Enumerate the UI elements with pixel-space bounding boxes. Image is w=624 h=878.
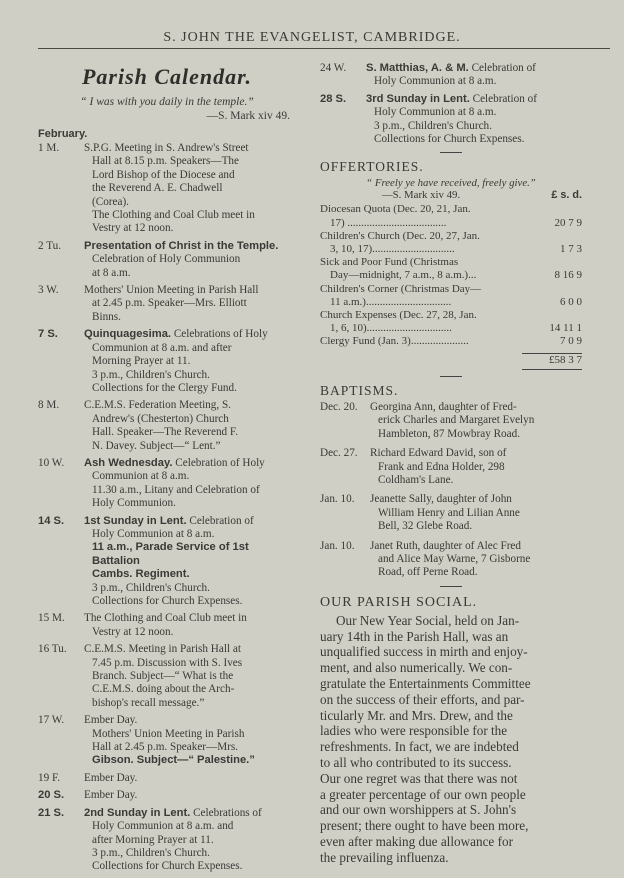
offertory-label: Diocesan Quota (Dec. 20, 21, Jan. — [320, 203, 471, 216]
entry-line: Holy Communion at 8 a.m. — [374, 106, 497, 119]
baptism-line: Janet Ruth, daughter of Alec Fred — [370, 539, 521, 552]
entry-line: Cambs. Regiment. — [92, 568, 190, 581]
entry-line: 3rd Sunday in Lent. Celebration of — [366, 92, 537, 105]
entry-day: 21 S. — [38, 806, 65, 819]
entry-day: 15 M. — [38, 612, 65, 625]
offertory-row — [320, 309, 582, 322]
entry-line: Ember Day. — [84, 771, 138, 784]
entry-line: Vestry at 12 noon. — [92, 625, 174, 638]
offertory-amount: 7 0 9 — [560, 335, 582, 348]
social-line: even after making due allowance for — [320, 833, 513, 849]
entry-text — [84, 515, 296, 609]
entry-day: 10 W. — [38, 456, 65, 469]
entry-text — [84, 772, 296, 785]
offertories-table — [320, 203, 582, 348]
calendar-entry — [38, 643, 296, 710]
entry-line: Collections for Church Expenses. — [374, 133, 525, 146]
social-line: gratulate the Entertainments Committee — [320, 675, 531, 691]
entry-line: Holy Communion. — [92, 497, 176, 510]
baptism-date: Jan. 10. — [320, 493, 355, 506]
entry-line: Branch. Subject—“ What is the — [92, 670, 234, 683]
baptism-date: Dec. 27. — [320, 447, 358, 460]
offertory-label: Children's Church (Dec. 20, 27, Jan. — [320, 229, 480, 242]
baptism-line: Hambleton, 87 Mowbray Road. — [378, 427, 520, 440]
entry-day: 17 W. — [38, 714, 65, 727]
entry-text — [366, 62, 582, 89]
section-divider — [440, 152, 462, 153]
entry-line: 7.45 p.m. Discussion with S. Ives — [92, 656, 243, 669]
calendar-entry — [320, 62, 582, 89]
feast-title: 1st Sunday in Lent. — [84, 514, 187, 527]
social-line: to all who contributed to its success. — [320, 754, 512, 770]
entry-day: 3 W. — [38, 284, 59, 297]
offertory-row — [320, 256, 582, 269]
entry-text — [366, 93, 582, 147]
calendar-entry — [38, 328, 296, 395]
total-rule-bottom — [522, 369, 582, 370]
currency-head: £ s. d. — [551, 189, 582, 202]
entry-day: 8 M. — [38, 399, 60, 412]
entry-line: Binns. — [92, 310, 121, 323]
entry-line: Lord Bishop of the Diocese and — [92, 168, 235, 181]
social-line: the prevailing influenza. — [320, 849, 449, 865]
entry-line: 11.30 a.m., Litany and Celebration of — [92, 483, 260, 496]
baptism-line: erick Charles and Margaret Evelyn — [378, 414, 535, 427]
offertory-amount-blank — [522, 256, 582, 269]
feast-title: Ash Wednesday. — [84, 456, 173, 469]
entry-text — [84, 714, 296, 768]
offertory-row — [320, 283, 582, 296]
section-divider — [440, 376, 462, 377]
baptism-line: Jeanette Sally, daughter of John — [370, 493, 512, 506]
section-divider — [440, 586, 462, 587]
entry-line: Gibson. Subject—“ Palestine.” — [92, 754, 255, 767]
calendar-entry — [38, 807, 296, 874]
offertory-row — [320, 230, 582, 243]
entry-text — [84, 142, 296, 236]
offertory-amount-blank — [522, 283, 582, 296]
entry-day: 7 S. — [38, 328, 58, 341]
entry-text — [84, 457, 296, 511]
entry-day: 28 S. — [320, 92, 347, 105]
baptism-text — [370, 493, 582, 533]
offertories-quote-source: —S. Mark xiv 49. — [381, 189, 461, 202]
offertories-head — [320, 189, 582, 201]
entry-line: 3 p.m., Children's Church. — [92, 846, 210, 859]
calendar-entry — [38, 789, 296, 802]
baptism-line: and Alice May Warne, 7 Gisborne — [378, 552, 531, 565]
offertories-quote: “ Freely ye have received, freely give.” — [366, 177, 536, 190]
entry-text — [84, 789, 296, 802]
offertory-amount-blank — [522, 230, 582, 243]
feast-title: Quinquagesima. — [84, 328, 172, 341]
entry-line: 3 p.m., Children's Church. — [92, 368, 210, 381]
social-article — [320, 613, 582, 866]
entry-line: 1st Sunday in Lent. Celebration of — [84, 514, 254, 527]
social-line: ladies who were responsible for the — [320, 723, 508, 739]
entry-line: Morning Prayer at 11. — [92, 355, 191, 368]
offertory-amount: 20 7 9 — [554, 216, 582, 229]
entry-line: Communion at 8 a.m. — [92, 470, 190, 483]
feast-title: S. Matthias, A. & M. — [366, 62, 469, 74]
entry-line: Andrew's (Chesterton) Church — [92, 412, 229, 425]
entry-line: Holy Communion at 8 a.m. — [92, 527, 215, 540]
baptisms-title: BAPTISMS. — [320, 382, 399, 398]
social-line: ticularly Mr. and Mrs. Drew, and the — [320, 707, 513, 723]
entry-line: Holy Communion at 8 a.m. — [374, 75, 497, 88]
entry-day: 19 F. — [38, 771, 61, 784]
social-line: unqualified success in mirth and enjoy- — [320, 644, 528, 660]
entry-text — [84, 807, 296, 874]
entry-day: 16 Tu. — [38, 643, 67, 656]
entry-line: Ash Wednesday. Celebration of Holy — [84, 456, 265, 469]
offertory-amount: 14 11 1 — [549, 322, 582, 335]
entry-line: Hall. Speaker—The Reverend F. — [92, 426, 239, 439]
entry-line: bishop's recall message.” — [92, 696, 205, 709]
entry-line: C.E.M.S. Federation Meeting, S. — [84, 399, 231, 412]
entry-line: at 2.45 p.m. Speaker—Mrs. Elliott — [92, 297, 247, 310]
calendar-entry — [38, 612, 296, 639]
entry-line: Ember Day. — [84, 789, 138, 802]
entry-line: Ember Day. — [84, 714, 138, 727]
offertory-row-cont — [320, 269, 582, 282]
calendar-entries-continued — [320, 62, 582, 146]
entry-line: Collections for Church Expenses. — [92, 860, 243, 873]
entry-line: 3 p.m., Children's Church. — [374, 119, 492, 132]
offertories-total: £58 3 7 — [549, 353, 582, 366]
entry-line: the Reverend A. E. Chadwell — [92, 182, 223, 195]
baptism-entry — [320, 493, 582, 533]
offertory-label-cont: 17) .................................... — [330, 216, 447, 229]
offertory-label-cont: Day—midnight, 7 a.m., 8 a.m.)... — [330, 269, 477, 282]
calendar-entry — [38, 399, 296, 453]
entry-line: Hall at 2.45 p.m. Speaker—Mrs. — [92, 741, 239, 754]
offertory-row-cont — [320, 322, 582, 335]
entry-line: Hall at 8.15 p.m. Speakers—The — [92, 155, 239, 168]
calendar-entry — [38, 714, 296, 768]
baptism-line: Coldham's Lane. — [378, 473, 454, 486]
offertories-total-row — [320, 354, 582, 367]
offertory-label-cont: 1, 6, 10)............................... — [330, 322, 452, 335]
offertory-amount-blank — [522, 203, 582, 216]
baptism-line: Frank and Edna Holder, 298 — [378, 460, 505, 473]
entry-text — [84, 643, 296, 710]
offertory-row-cont — [320, 243, 582, 256]
entry-line: after Morning Prayer at 11. — [92, 833, 214, 846]
calendar-entry — [38, 142, 296, 236]
baptism-text — [370, 540, 582, 580]
feast-title: 3rd Sunday in Lent. — [366, 92, 470, 105]
calendar-motto-source: —S. Mark xiv 49. — [206, 110, 290, 122]
baptism-line: Road, off Perne Road. — [378, 566, 478, 579]
month-heading: February. — [38, 128, 88, 140]
entry-line: Vestry at 12 noon. — [92, 222, 174, 235]
offertories-title: OFFERTORIES. — [320, 159, 424, 175]
baptism-entry — [320, 401, 582, 441]
offertory-label: Children's Corner (Christmas Day— — [320, 282, 482, 295]
offertory-label: Clergy Fund (Jan. 3)..................... — [320, 335, 469, 348]
baptism-entry — [320, 540, 582, 580]
entry-line: C.E.M.S. doing about the Arch- — [92, 683, 235, 696]
calendar-entry — [38, 515, 296, 609]
social-line: ment, and also numerically. We con- — [320, 660, 513, 676]
entry-line: Mothers' Union Meeting in Parish Hall — [84, 284, 259, 297]
entry-line: Communion at 8 a.m. and after — [92, 341, 232, 354]
entry-text — [84, 328, 296, 395]
baptism-line: Richard Edward David, son of — [370, 447, 507, 460]
page-header: S. JOHN THE EVANGELIST, CAMBRIDGE. — [163, 30, 461, 45]
entry-day: 2 Tu. — [38, 239, 62, 252]
entry-text — [84, 399, 296, 453]
social-line: uary 14th in the Parish Hall, was an — [320, 628, 509, 644]
entry-text — [84, 240, 296, 280]
entry-line: 2nd Sunday in Lent. Celebrations of — [84, 806, 262, 819]
entry-line: (Corea). — [92, 195, 129, 208]
social-line: present; there ought to have been more, — [320, 818, 529, 834]
calendar-motto: “ I was with you daily in the temple.” — [80, 96, 254, 108]
offertory-amount: 8 16 9 — [554, 269, 582, 282]
social-line: Our one regret was that there was not — [320, 770, 518, 786]
entry-line: Holy Communion at 8 a.m. and — [92, 820, 234, 833]
offertory-row — [320, 335, 582, 348]
offertory-label: Sick and Poor Fund (Christmas — [320, 256, 459, 269]
offertory-row — [320, 203, 582, 216]
offertory-row-cont — [320, 296, 582, 309]
calendar-entry — [38, 457, 296, 511]
offertory-label: Church Expenses (Dec. 27, 28, Jan. — [320, 309, 477, 322]
social-title: OUR PARISH SOCIAL. — [320, 594, 478, 610]
feast-title: Presentation of Christ in the Temple. — [84, 239, 279, 252]
entry-line: Collections for Church Expenses. — [92, 595, 243, 607]
baptism-line: Bell, 32 Glebe Road. — [378, 520, 473, 533]
offertory-amount-blank — [522, 309, 582, 322]
social-line: a greater percentage of our own people — [320, 786, 526, 802]
calendar-entry — [320, 93, 582, 147]
entry-text — [84, 612, 296, 639]
right-column — [320, 62, 582, 866]
entry-line: Celebration of Holy Communion — [92, 253, 241, 266]
feast-title: 2nd Sunday in Lent. — [84, 806, 191, 819]
calendar-entry — [38, 772, 296, 785]
entry-line: 11 a.m., Parade Service of 1st Battalion — [92, 541, 249, 567]
offertory-label-cont: 3, 10, 17).............................. — [330, 243, 455, 256]
social-line: on the success of their efforts, and par- — [320, 691, 525, 707]
entry-line: Collections for the Clergy Fund. — [92, 381, 237, 394]
offertory-label-cont: 11 a.m.)............................... — [330, 295, 452, 308]
social-line: Our New Year Social, held on Jan- — [336, 612, 520, 628]
baptism-date: Dec. 20. — [320, 400, 358, 413]
baptism-text — [370, 401, 582, 441]
entry-line: N. Davey. Subject—“ Lent.” — [92, 439, 221, 452]
social-line: refreshments. In fact, we are indebted — [320, 739, 519, 755]
social-line: and our own worshippers at S. John's — [320, 802, 517, 818]
entry-day: 20 S. — [38, 789, 65, 802]
calendar-title: Parish Calendar. — [81, 64, 253, 89]
entry-line — [84, 240, 296, 253]
baptism-line: William Henry and Lilian Anne — [378, 506, 520, 519]
entry-line: The Clothing and Coal Club meet in — [92, 209, 255, 222]
baptisms-list — [320, 401, 582, 580]
entry-line: 3 p.m., Children's Church. — [92, 581, 210, 594]
entry-line: at 8 a.m. — [92, 266, 131, 279]
entry-line: S.P.G. Meeting in S. Andrew's Street — [84, 142, 249, 154]
left-column — [38, 62, 296, 878]
offertory-amount: 1 7 3 — [560, 243, 582, 256]
calendar-entries — [38, 142, 296, 874]
baptism-entry — [320, 447, 582, 487]
entry-line: The Clothing and Coal Club meet in — [84, 612, 247, 625]
baptism-date: Jan. 10. — [320, 539, 355, 552]
entry-line: Mothers' Union Meeting in Parish — [92, 727, 245, 740]
offertory-amount: 6 0 0 — [560, 295, 582, 308]
baptism-line: Georgina Ann, daughter of Fred- — [370, 400, 517, 413]
calendar-entry — [38, 240, 296, 280]
entry-day: 24 W. — [320, 62, 347, 74]
entry-day: 1 M. — [38, 142, 60, 154]
header-rule — [38, 48, 610, 49]
baptism-text — [370, 447, 582, 487]
entry-line: Quinquagesima. Celebrations of Holy — [84, 328, 268, 341]
offertory-row-cont — [320, 217, 582, 230]
entry-line: C.E.M.S. Meeting in Parish Hall at — [84, 643, 241, 656]
entry-day: 14 S. — [38, 514, 65, 527]
entry-text — [84, 284, 296, 324]
calendar-entry — [38, 284, 296, 324]
entry-line: S. Matthias, A. & M. Celebration of — [366, 62, 536, 74]
